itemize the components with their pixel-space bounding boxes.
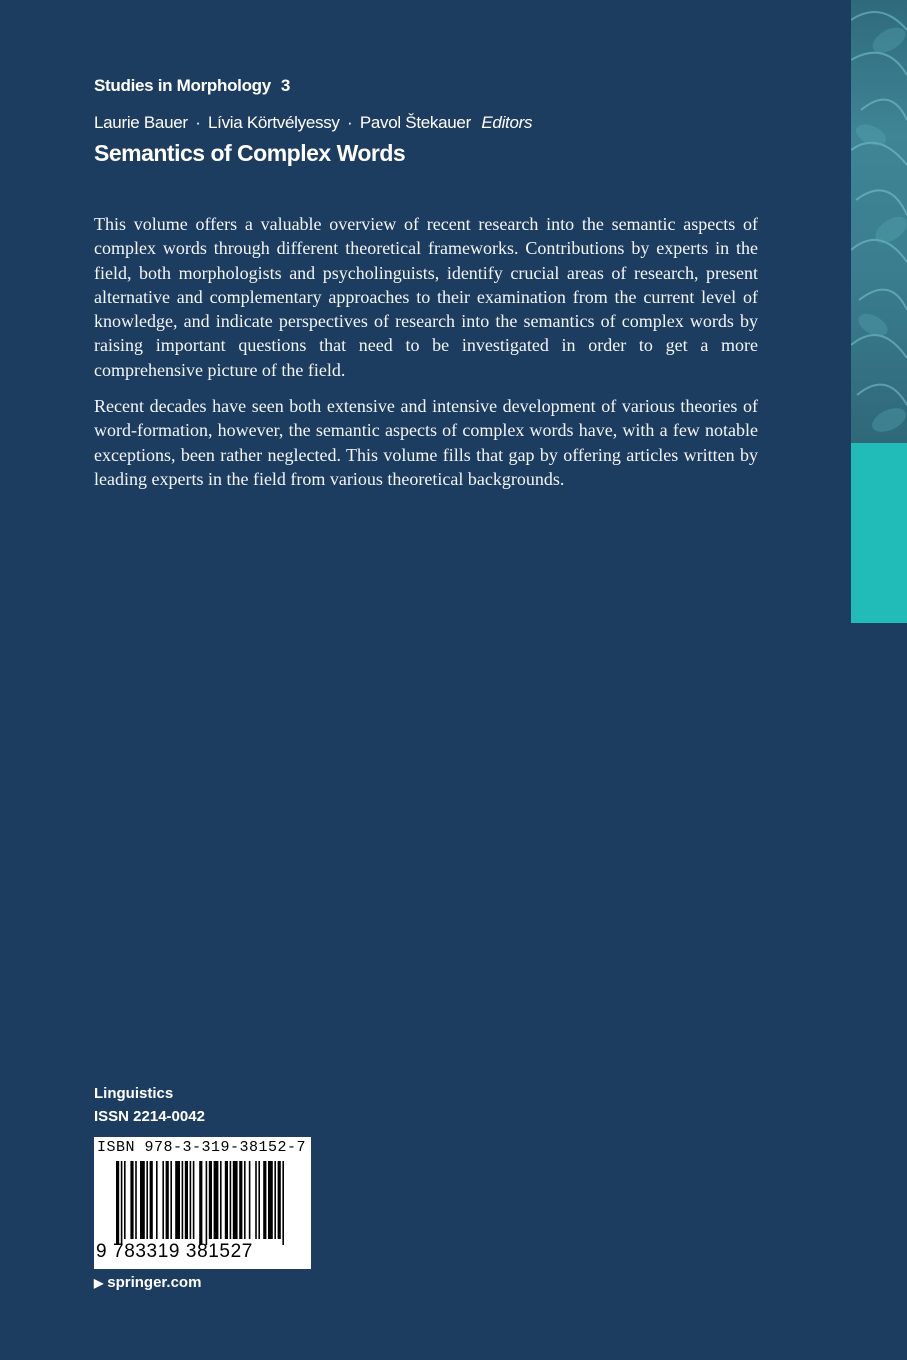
series-number: 3 — [280, 76, 291, 95]
subject-category: Linguistics — [94, 1085, 174, 1102]
decorative-leaf-strip — [851, 0, 907, 450]
editor-name: Lívia Körtvélyessy — [208, 113, 340, 132]
barcode-bar — [239, 1161, 242, 1239]
isbn-barcode — [94, 1137, 311, 1269]
barcode-bar — [263, 1161, 266, 1239]
publisher-link[interactable] — [94, 1274, 201, 1291]
barcode-bar — [162, 1161, 164, 1239]
barcode-bar — [116, 1161, 119, 1245]
issn-number: ISSN 2214-0042 — [94, 1108, 205, 1125]
editor-separator: · — [347, 113, 353, 132]
barcode-bar — [199, 1161, 202, 1245]
barcode-bar — [278, 1161, 281, 1239]
barcode-bar — [230, 1161, 232, 1239]
barcode-bar — [209, 1161, 212, 1239]
editor-name: Pavol Štekauer — [359, 113, 471, 132]
barcode-bar — [124, 1161, 126, 1239]
barcode-bar — [244, 1161, 246, 1239]
barcode-bar — [258, 1161, 260, 1239]
barcode-bar — [233, 1161, 238, 1239]
barcode-bar — [225, 1161, 228, 1239]
barcode-bar — [274, 1161, 276, 1239]
leaf-pattern-icon — [851, 0, 907, 450]
editor-separator: · — [195, 113, 201, 132]
barcode-bar — [130, 1161, 133, 1239]
barcode-bar — [255, 1161, 257, 1239]
editor-name: Laurie Bauer — [94, 113, 188, 132]
barcode-bar — [135, 1161, 137, 1239]
editors-role: Editors — [481, 113, 533, 132]
triangle-right-icon: ▶ — [94, 1276, 104, 1290]
barcode-bar — [182, 1161, 184, 1239]
ean-digits: 9 783319 381527 — [96, 1241, 253, 1262]
barcode-bar — [190, 1161, 192, 1239]
editors-line — [94, 113, 532, 133]
series-name: Studies in Morphology — [94, 76, 271, 95]
barcode-bar — [214, 1161, 219, 1239]
publisher-site: springer.com — [107, 1274, 202, 1291]
barcode-bar — [121, 1161, 123, 1245]
barcode-bar — [193, 1161, 195, 1239]
barcode-bar — [282, 1161, 284, 1245]
barcode-bar — [170, 1161, 172, 1239]
barcode-bar — [220, 1161, 222, 1239]
accent-color-block — [851, 443, 907, 623]
description-paragraph: Recent decades have seen both extensive and intensive development of various theories of word-formation, however, the semantic aspects of complex words have, with a few notable exceptions, been rather neglected. This volume fills that gap by offering articles written by leading experts in the field from various theoretical backgrounds. — [94, 396, 758, 489]
barcode-bar — [185, 1161, 188, 1239]
barcode-bar — [175, 1161, 180, 1239]
book-title: Semantics of Complex Words — [94, 140, 406, 166]
barcode-bar — [156, 1161, 158, 1239]
book-description — [94, 212, 758, 503]
description-paragraph: This volume offers a valuable overview of recent research into the semantic aspects of complex words through different theoretical frameworks. Contributions by experts in the field, both morphologists and psycholinguists, identify crucial areas of research, present alternative and complementary approaches to their examination from the current level of knowledge, and indicate perspectives of research into the semantics of complex words by raising important questions that need to be investigated in order to get a more comprehensive picture of the field. — [94, 214, 758, 380]
barcode-bar — [146, 1161, 148, 1239]
barcode-bar — [166, 1161, 169, 1239]
barcode-bar — [206, 1161, 208, 1245]
barcode-bar — [249, 1161, 251, 1239]
isbn-text: ISBN 978-3-319-38152-7 — [97, 1139, 307, 1156]
barcode-bar — [140, 1161, 145, 1239]
series-line — [94, 76, 290, 96]
barcode-bar — [150, 1161, 153, 1239]
barcode-bar — [268, 1161, 273, 1239]
